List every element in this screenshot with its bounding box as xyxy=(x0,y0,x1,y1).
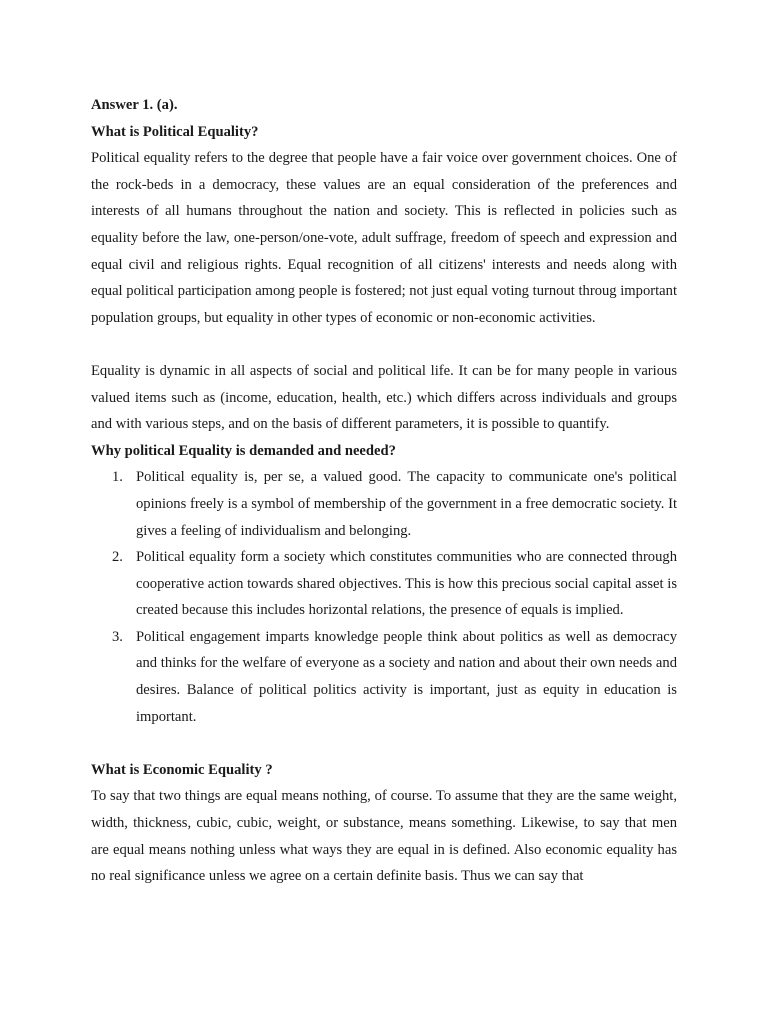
list-item-text: Political engagement imparts knowledge people think about politics as well as democracy and thinks for the welfare of everyone as a society and nation and about their own needs and desires. Balance of political politics activity is important, just as equity in education is important. xyxy=(136,628,677,725)
paragraph-spacer xyxy=(91,730,677,757)
list-item-number: 3. xyxy=(112,628,123,645)
equality-dynamic-paragraph: Equality is dynamic in all aspects of social and political life. It can be for many people in various valued items such as (income, education, health, etc.) which differs across individuals and groups and with various steps, and on the basis of different parameters, it is possible to quantify. xyxy=(91,362,677,433)
paragraph-spacer xyxy=(91,331,677,358)
political-equality-heading: What is Political Equality? xyxy=(91,123,259,140)
list-item-text: Political equality is, per se, a valued good. The capacity to communicate one's political opinions freely is a symbol of membership of the government in a free democratic society. It gives a feeling of individualism and belonging. xyxy=(136,469,677,539)
reasons-list xyxy=(91,464,677,730)
list-item xyxy=(91,464,677,544)
list-item xyxy=(91,544,677,624)
document-body xyxy=(91,92,677,890)
economic-equality-heading: What is Economic Equality ? xyxy=(91,761,273,778)
answer-label: Answer 1. (a). xyxy=(91,97,178,113)
list-item xyxy=(91,624,677,730)
why-political-equality-heading: Why political Equality is demanded and needed? xyxy=(91,442,396,459)
list-item-text: Political equality form a society which constitutes communities who are connected through cooperative action towards shared objectives. This is how this precious social capital asset is created because this includes horizontal relations, the presence of equals is implied. xyxy=(136,549,677,619)
list-item-number: 1. xyxy=(112,469,123,486)
political-equality-paragraph: Political equality refers to the degree that people have a fair voice over government choices. One of the rock-beds in a democracy, these values are an equal consideration of the preferences and interests of all humans throughout the nation and society. This is reflected in policies such as equality before the law, one-person/one-vote, adult suffrage, freedom of speech and expression and equal civil and religious rights. Equal recognition of all citizens' interests and needs along with equal political participation among people is fostered; not just equal voting turnout throug important population groups, but equality in other types of economic or non-economic activities. xyxy=(91,150,677,326)
list-item-number: 2. xyxy=(112,549,123,566)
economic-equality-paragraph: To say that two things are equal means nothing, of course. To assume that they are the same weight, width, thickness, cubic, cubic, weight, or substance, means something. Likewise, to say that men are equal means nothing unless what ways they are equal in is defined. Also economic equality has no real significance unless we agree on a certain definite basis. Thus we can say that xyxy=(91,788,677,885)
